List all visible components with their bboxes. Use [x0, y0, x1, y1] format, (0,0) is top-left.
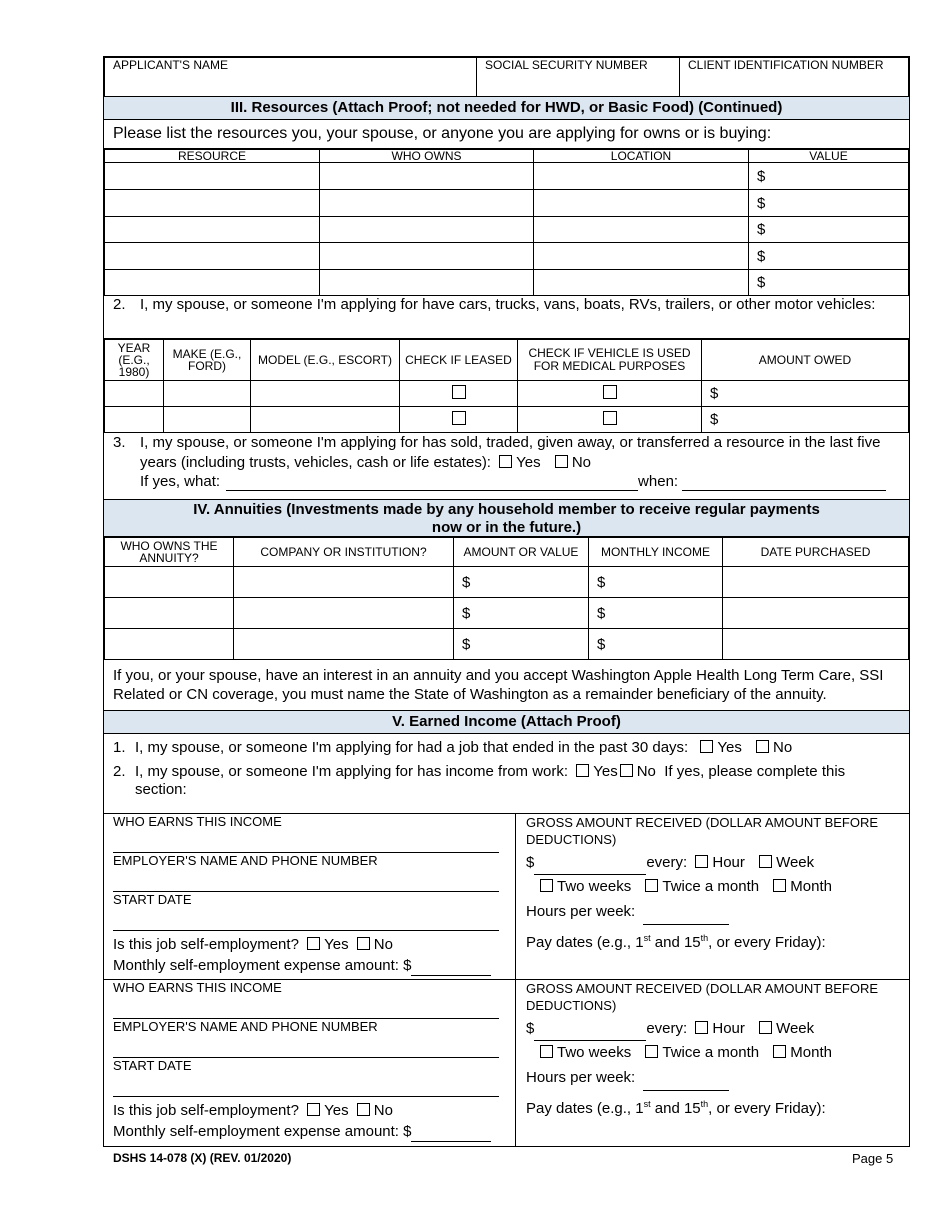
location-input[interactable]	[534, 163, 749, 190]
amount-value-input[interactable]	[454, 629, 589, 660]
resource-input[interactable]	[105, 217, 320, 243]
employer-label: EMPLOYER'S NAME AND PHONE NUMBER	[113, 1019, 378, 1034]
pay-dates-label: Pay dates (e.g., 1	[526, 934, 644, 951]
frequency-row	[536, 875, 899, 899]
earned-q1-number: 1.	[113, 739, 126, 756]
earned-q2-text: I, my spouse, or someone I'm applying for has income from work:	[135, 763, 569, 780]
freq-month-checkbox[interactable]	[773, 1045, 786, 1058]
who-owns-input[interactable]	[320, 163, 534, 190]
earnings-left	[104, 980, 516, 1146]
hours-per-week-label: Hours per week:	[526, 1069, 636, 1086]
hours-row	[526, 899, 899, 925]
freq-month-checkbox[interactable]	[773, 879, 786, 892]
freq-two-weeks-label: Two weeks	[557, 878, 632, 895]
start-date-field[interactable]	[113, 892, 507, 929]
hours-per-week-input[interactable]	[643, 1076, 729, 1091]
dollar-sign: $	[597, 573, 606, 591]
medical-cell	[518, 407, 702, 433]
resource-input[interactable]	[105, 270, 320, 296]
value-input[interactable]	[749, 163, 909, 190]
freq-hour-label: Hour	[712, 1020, 745, 1037]
amount-value-input[interactable]	[454, 567, 589, 598]
start-date-label: START DATE	[113, 892, 192, 907]
leased-cell	[400, 407, 518, 433]
location-input[interactable]	[534, 217, 749, 243]
self-employment-row	[113, 934, 507, 956]
who-earns-label: WHO EARNS THIS INCOME	[113, 814, 282, 829]
gross-amount-input[interactable]	[534, 858, 646, 875]
amount-value-input[interactable]	[454, 598, 589, 629]
date-purchased-input[interactable]	[723, 567, 909, 598]
when-label: when:	[638, 473, 679, 490]
ssn-field[interactable]	[477, 58, 680, 97]
earned-q2-number: 2.	[113, 763, 126, 780]
freq-two-weeks-checkbox[interactable]	[540, 879, 553, 892]
pay-dates-st: st	[643, 1099, 651, 1109]
freq-hour-checkbox[interactable]	[695, 855, 708, 868]
medical-checkbox[interactable]	[603, 385, 617, 399]
work-income-yes-checkbox[interactable]	[576, 764, 589, 777]
job-ended-no-label: No	[773, 739, 793, 756]
medical-cell	[518, 381, 702, 407]
annuity-owner-input[interactable]	[105, 629, 234, 660]
make-input[interactable]	[164, 407, 251, 433]
freq-week-label: Week	[776, 1020, 815, 1037]
self-emp-question: Is this job self-employment?	[113, 1102, 299, 1119]
client-id-label: CLIENT IDENTIFICATION NUMBER	[688, 58, 884, 72]
frequency-row	[536, 1041, 899, 1065]
col-monthly-income: MONTHLY INCOME	[589, 538, 723, 567]
application-form	[103, 56, 910, 1147]
location-input[interactable]	[534, 243, 749, 270]
job-ended-yes-checkbox[interactable]	[700, 740, 713, 753]
when-input[interactable]	[682, 475, 886, 491]
leased-checkbox[interactable]	[452, 411, 466, 425]
section-v-title: V. Earned Income (Attach Proof)	[104, 711, 909, 734]
pay-dates-label: and 15	[650, 934, 701, 951]
col-year: YEAR (E.G., 1980)	[105, 340, 164, 381]
section-iii-title: III. Resources (Attach Proof; not needed for HWD, or Basic Food) (Continued)	[104, 97, 909, 120]
pay-dates-label: and 15	[650, 1100, 701, 1117]
pay-dates-th: th	[700, 933, 709, 943]
pay-dates-row[interactable]	[526, 925, 899, 956]
resource-row	[105, 270, 909, 296]
annuity-owner-input[interactable]	[105, 598, 234, 629]
freq-twice-month-label: Twice a month	[662, 878, 760, 895]
self-emp-no-checkbox[interactable]	[357, 937, 370, 950]
pay-dates-label: Pay dates (e.g., 1	[526, 1100, 644, 1117]
dollar-sign: $	[757, 221, 766, 238]
date-purchased-input[interactable]	[723, 629, 909, 660]
resource-row	[105, 163, 909, 190]
transfer-yes-label: Yes	[516, 454, 541, 471]
year-input[interactable]	[105, 407, 164, 433]
gross-amount-label: GROSS AMOUNT RECEIVED (DOLLAR AMOUNT BEFORE DEDUCTIONS)	[526, 981, 879, 1013]
self-emp-yes-label: Yes	[324, 936, 349, 953]
client-id-field[interactable]	[680, 58, 909, 97]
transfer-question	[104, 433, 909, 500]
monthly-expense-label: Monthly self-employment expense amount: $	[113, 957, 412, 974]
col-make: MAKE (E.G., FORD)	[164, 340, 251, 381]
value-input[interactable]	[749, 243, 909, 270]
col-amount-value: AMOUNT OR VALUE	[454, 538, 589, 567]
freq-month-label: Month	[790, 878, 832, 895]
self-emp-question: Is this job self-employment?	[113, 936, 299, 953]
pay-dates-label: , or every Friday):	[708, 934, 826, 951]
employer-field[interactable]	[113, 1019, 507, 1056]
section-iv-title	[104, 500, 909, 537]
pay-dates-th: th	[700, 1099, 709, 1109]
ssn-label: SOCIAL SECURITY NUMBER	[485, 58, 648, 72]
annuity-row	[105, 629, 909, 660]
value-input[interactable]	[749, 217, 909, 243]
earnings-block	[104, 980, 909, 1147]
col-who-owns: WHO OWNS	[320, 150, 534, 163]
leased-checkbox[interactable]	[452, 385, 466, 399]
transfer-yes-checkbox[interactable]	[499, 455, 512, 468]
annuity-owner-input[interactable]	[105, 567, 234, 598]
annuity-row	[105, 567, 909, 598]
dollar-sign: $	[597, 604, 606, 622]
dollar-sign: $	[710, 411, 719, 428]
company-input[interactable]	[234, 598, 454, 629]
col-amount-owed: AMOUNT OWED	[702, 340, 909, 381]
resource-row	[105, 243, 909, 270]
dollar-sign: $	[597, 635, 606, 653]
vehicles-question	[104, 296, 909, 339]
freq-week-label: Week	[776, 854, 815, 871]
who-owns-input[interactable]	[320, 217, 534, 243]
transfer-no-label: No	[571, 454, 591, 471]
annuity-row	[105, 598, 909, 629]
earned-q1	[113, 739, 900, 757]
dollar-sign: $	[526, 854, 535, 871]
value-input[interactable]	[749, 190, 909, 217]
who-earns-field[interactable]	[113, 814, 507, 852]
company-input[interactable]	[234, 567, 454, 598]
freq-hour-label: Hour	[712, 854, 745, 871]
amount-owed-input[interactable]	[702, 381, 909, 407]
self-emp-yes-checkbox[interactable]	[307, 937, 320, 950]
page-number: Page 5	[852, 1151, 894, 1166]
hours-row	[526, 1065, 899, 1091]
q2-number: 2.	[113, 296, 126, 313]
value-input[interactable]	[749, 270, 909, 296]
monthly-income-input[interactable]	[589, 629, 723, 660]
col-medical: CHECK IF VEHICLE IS USED FOR MEDICAL PURPOSES	[518, 340, 702, 381]
q3-text: I, my spouse, or someone I'm applying for has sold, traded, given away, or transferred a resource in the last five years (including trusts, vehicles, cash or life estates):	[140, 434, 881, 471]
hours-per-week-input[interactable]	[643, 910, 729, 925]
gross-amount-row	[526, 1017, 899, 1041]
expense-row	[113, 956, 507, 976]
who-owns-input[interactable]	[320, 270, 534, 296]
freq-two-weeks-checkbox[interactable]	[540, 1045, 553, 1058]
monthly-income-input[interactable]	[589, 567, 723, 598]
vehicles-table	[104, 339, 909, 433]
dollar-sign: $	[757, 247, 766, 265]
section-iv-title-line1: IV. Annuities (Investments made by any household member to receive regular payments	[193, 501, 820, 518]
make-input[interactable]	[164, 381, 251, 407]
freq-week-checkbox[interactable]	[759, 1021, 772, 1034]
earnings-right	[516, 980, 909, 1146]
earned-questions	[104, 734, 909, 814]
resource-input[interactable]	[105, 190, 320, 217]
freq-hour-checkbox[interactable]	[695, 1021, 708, 1034]
company-input[interactable]	[234, 629, 454, 660]
start-date-field[interactable]	[113, 1058, 507, 1095]
self-emp-no-label: No	[373, 936, 393, 953]
medical-checkbox[interactable]	[603, 411, 617, 425]
earned-q2-suffix: If yes, please complete this section:	[135, 763, 846, 798]
who-earns-field[interactable]	[113, 980, 507, 1018]
earned-q1-text: I, my spouse, or someone I'm applying for had a job that ended in the past 30 days:	[135, 739, 689, 756]
work-income-no-label: No	[636, 763, 656, 780]
col-leased: CHECK IF LEASED	[400, 340, 518, 381]
freq-two-weeks-label: Two weeks	[557, 1044, 632, 1061]
annuity-notice: If you, or your spouse, have an interest in an annuity and you accept Washington Apple Health Long Term Care, SSI Related or CN coverage, you must name the State of Washington as a remainder beneficiary of the annuity.	[104, 660, 909, 711]
monthly-expense-label: Monthly self-employment expense amount: $	[113, 1123, 412, 1140]
dollar-sign: $	[757, 194, 766, 212]
leased-cell	[400, 381, 518, 407]
gross-amount-row	[526, 851, 899, 875]
freq-twice-month-checkbox[interactable]	[645, 1045, 658, 1058]
who-earns-label: WHO EARNS THIS INCOME	[113, 980, 282, 995]
form-id: DSHS 14-078 (X) (REV. 01/2020)	[113, 1151, 292, 1165]
earnings-block	[104, 814, 909, 980]
applicant-name-label: APPLICANT'S NAME	[113, 58, 228, 72]
applicant-name-field[interactable]	[105, 58, 477, 97]
freq-twice-month-checkbox[interactable]	[645, 879, 658, 892]
hours-per-week-label: Hours per week:	[526, 903, 636, 920]
monthly-income-input[interactable]	[589, 598, 723, 629]
col-location: LOCATION	[534, 150, 749, 163]
model-input[interactable]	[251, 381, 400, 407]
dollar-sign: $	[462, 604, 471, 622]
col-model: MODEL (E.G., ESCORT)	[251, 340, 400, 381]
col-annuity-owner: WHO OWNS THE ANNUITY?	[105, 538, 234, 567]
resources-table	[104, 149, 909, 296]
col-date-purchased: DATE PURCHASED	[723, 538, 909, 567]
job-ended-yes-label: Yes	[717, 739, 742, 756]
every-label: every:	[646, 1020, 688, 1037]
earnings-left	[104, 814, 516, 979]
dollar-sign: $	[462, 573, 471, 591]
date-purchased-input[interactable]	[723, 598, 909, 629]
vehicle-row	[105, 381, 909, 407]
start-date-label: START DATE	[113, 1058, 192, 1073]
what-input[interactable]	[226, 475, 638, 491]
location-input[interactable]	[534, 190, 749, 217]
applicant-header	[104, 57, 909, 97]
work-income-no-checkbox[interactable]	[620, 764, 633, 777]
dollar-sign: $	[757, 167, 766, 185]
gross-amount-input[interactable]	[534, 1024, 646, 1041]
self-emp-no-checkbox[interactable]	[357, 1103, 370, 1116]
vehicle-row	[105, 407, 909, 433]
gross-amount-label: GROSS AMOUNT RECEIVED (DOLLAR AMOUNT BEFORE DEDUCTIONS)	[526, 815, 879, 847]
resource-row	[105, 190, 909, 217]
resource-row	[105, 217, 909, 243]
freq-twice-month-label: Twice a month	[662, 1044, 760, 1061]
transfer-no-checkbox[interactable]	[555, 455, 568, 468]
q2-text: I, my spouse, or someone I'm applying for have cars, trucks, vans, boats, RVs, trailers, or other motor vehicles:	[140, 296, 876, 313]
pay-dates-label: , or every Friday):	[708, 1100, 826, 1117]
dollar-sign: $	[710, 385, 719, 402]
expense-row	[113, 1122, 507, 1142]
col-company: COMPANY OR INSTITUTION?	[234, 538, 454, 567]
self-emp-yes-label: Yes	[324, 1102, 349, 1119]
earned-q2	[113, 763, 900, 799]
freq-week-checkbox[interactable]	[759, 855, 772, 868]
resource-input[interactable]	[105, 243, 320, 270]
section-iv-title-line2: now or in the future.)	[431, 519, 582, 536]
who-owns-input[interactable]	[320, 243, 534, 270]
col-value: VALUE	[749, 150, 909, 163]
work-income-yes-label: Yes	[593, 763, 618, 780]
resource-input[interactable]	[105, 163, 320, 190]
model-input[interactable]	[251, 407, 400, 433]
every-label: every:	[646, 854, 688, 871]
who-owns-input[interactable]	[320, 190, 534, 217]
pay-dates-st: st	[643, 933, 651, 943]
self-emp-yes-checkbox[interactable]	[307, 1103, 320, 1116]
year-input[interactable]	[105, 381, 164, 407]
freq-month-label: Month	[790, 1044, 832, 1061]
resources-instruction: Please list the resources you, your spouse, or anyone you are applying for owns or is buying:	[104, 120, 909, 149]
earnings-right	[516, 814, 909, 979]
dollar-sign: $	[757, 274, 766, 291]
col-resource: RESOURCE	[105, 150, 320, 163]
monthly-expense-input[interactable]	[411, 960, 491, 976]
dollar-sign: $	[526, 1020, 535, 1037]
annuities-table	[104, 537, 909, 660]
self-emp-no-label: No	[373, 1102, 393, 1119]
monthly-expense-input[interactable]	[411, 1126, 491, 1142]
employer-label: EMPLOYER'S NAME AND PHONE NUMBER	[113, 853, 378, 868]
location-input[interactable]	[534, 270, 749, 296]
employer-field[interactable]	[113, 853, 507, 890]
dollar-sign: $	[462, 635, 471, 653]
if-yes-what-label: If yes, what:	[140, 473, 221, 490]
self-employment-row	[113, 1100, 507, 1122]
amount-owed-input[interactable]	[702, 407, 909, 433]
q3-number: 3.	[113, 434, 126, 451]
pay-dates-row[interactable]	[526, 1091, 899, 1122]
job-ended-no-checkbox[interactable]	[756, 740, 769, 753]
